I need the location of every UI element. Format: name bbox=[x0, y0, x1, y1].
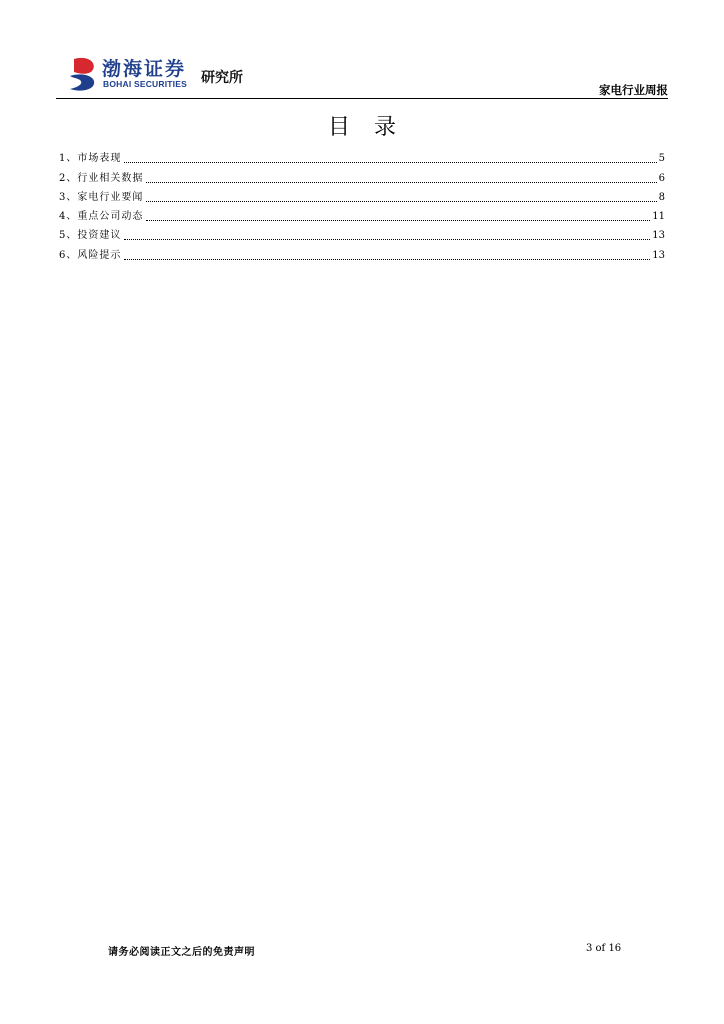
toc-entry-page: 6 bbox=[658, 172, 665, 184]
toc-entry[interactable] bbox=[59, 242, 665, 261]
toc-leader-dots bbox=[146, 220, 650, 221]
toc-entry-page: 13 bbox=[652, 249, 665, 261]
footer-disclaimer: 请务必阅读正文之后的免责声明 bbox=[108, 947, 255, 958]
toc-entry-label: 3、家电行业要闻 bbox=[59, 191, 144, 203]
toc-entry[interactable] bbox=[59, 204, 665, 223]
toc-leader-dots bbox=[124, 259, 650, 260]
department-label: 研究所 bbox=[201, 70, 243, 86]
page-number: 3 of 16 bbox=[586, 943, 622, 954]
toc-entry-page: 13 bbox=[652, 230, 665, 242]
toc-entry-label: 2、行业相关数据 bbox=[59, 172, 144, 184]
toc-entry[interactable] bbox=[59, 223, 665, 242]
logo-chinese-name: 渤海证券 bbox=[102, 58, 187, 80]
toc-entry-page: 5 bbox=[658, 153, 665, 165]
table-of-contents bbox=[59, 146, 665, 262]
toc-entry-label: 5、投资建议 bbox=[59, 230, 122, 242]
toc-title: 目录 bbox=[327, 115, 420, 140]
toc-entry-page: 8 bbox=[658, 191, 665, 203]
header-rule bbox=[56, 98, 668, 99]
logo-english-name: BOHAI SECURITIES bbox=[103, 79, 187, 89]
toc-entry[interactable] bbox=[59, 185, 665, 204]
toc-entry[interactable] bbox=[59, 146, 665, 165]
toc-entry-label: 6、风险提示 bbox=[59, 249, 122, 261]
report-type: 家电行业周报 bbox=[599, 83, 668, 97]
toc-leader-dots bbox=[124, 162, 656, 163]
toc-leader-dots bbox=[146, 201, 656, 202]
page-header bbox=[56, 52, 668, 100]
toc-entry-page: 11 bbox=[652, 211, 665, 223]
toc-entry-label: 1、市场表现 bbox=[59, 153, 122, 165]
toc-leader-dots bbox=[124, 239, 650, 240]
toc-entry[interactable] bbox=[59, 165, 665, 184]
bohai-logo-icon bbox=[68, 56, 98, 92]
toc-leader-dots bbox=[146, 182, 656, 183]
toc-entry-label: 4、重点公司动态 bbox=[59, 211, 144, 223]
